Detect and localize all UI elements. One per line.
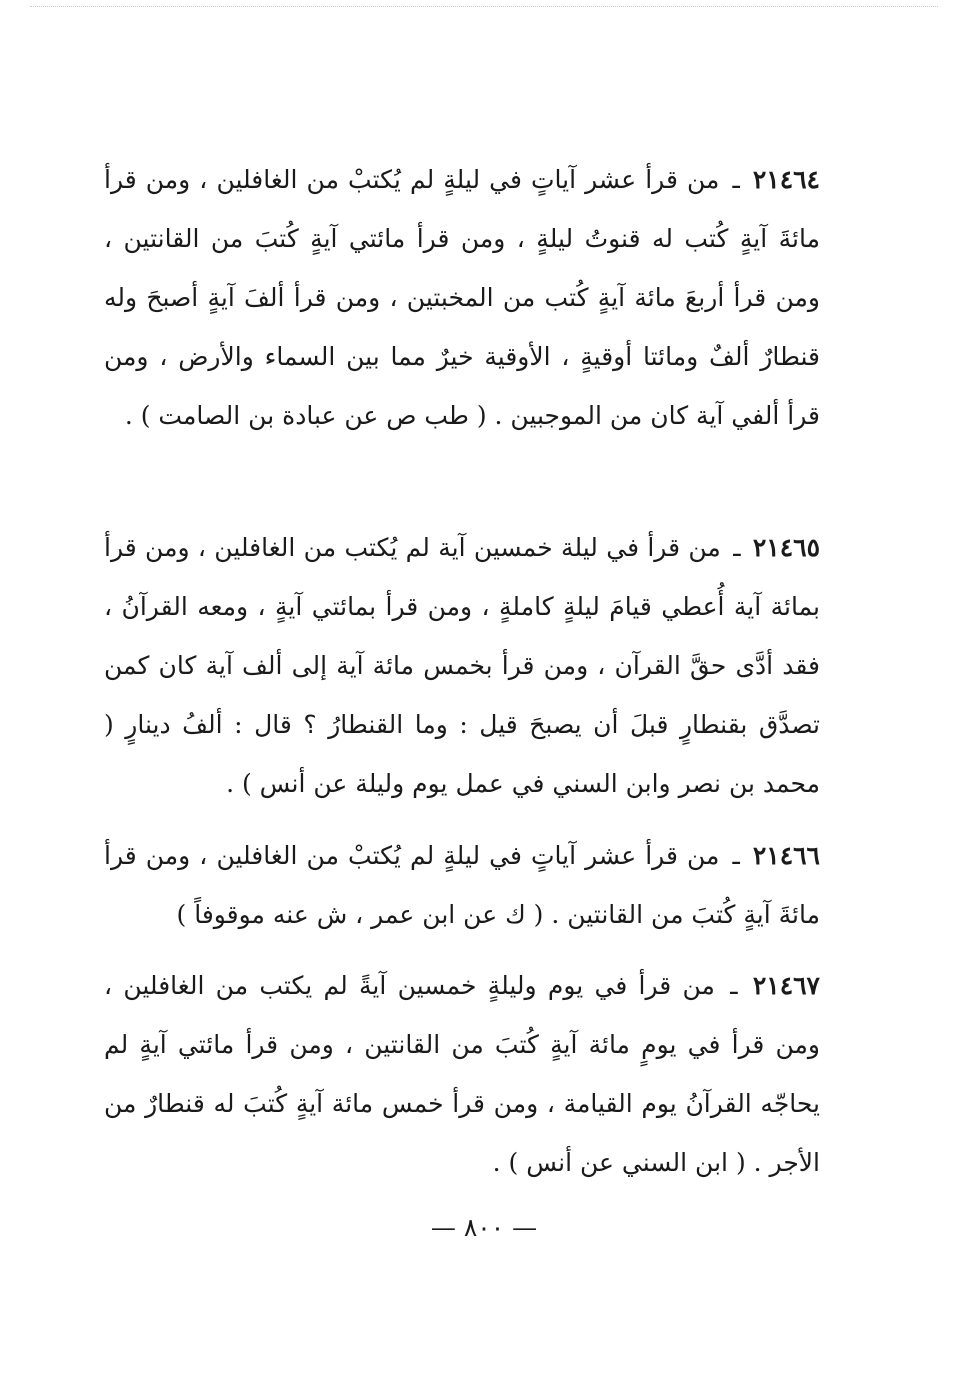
number-dash: ـ bbox=[732, 165, 740, 194]
hadith-paragraph bbox=[104, 518, 820, 813]
scan-edge-line bbox=[30, 6, 938, 7]
page-number: — ٨٠٠ — bbox=[430, 1213, 538, 1242]
hadith-number: ٢١٤٦٥ bbox=[752, 533, 821, 562]
number-dash: ـ bbox=[732, 841, 740, 870]
number-dash: ـ bbox=[730, 971, 738, 1000]
hadith-paragraph bbox=[104, 956, 820, 1192]
hadith-text: من قرأ في يوم وليلةٍ خمسين آيةً لم يكتب من الغافلين ، ومن قرأ في يومٍ مائة آيةٍ كُتبَ من القانتين ، ومن قرأ مائتي آيةٍ لم يحاجّه القرآنُ يوم القيامة ، ومن قرأ خمس مائة آيةٍ كُتبَ له قنطارٌ من الأجر . ( ابن السني عن أنس ) . bbox=[104, 971, 820, 1177]
number-dash: ـ bbox=[733, 533, 741, 562]
hadith-entry bbox=[104, 956, 820, 1192]
hadith-text: من قرأ عشر آياتٍ في ليلةٍ لم يُكتبْ من الغافلين ، ومن قرأ مائةَ آيةٍ كُتبَ من القانتين . ( ك عن ابن عمر ، ش عنه موقوفاً ) bbox=[104, 841, 820, 929]
hadith-number: ٢١٤٦٤ bbox=[752, 165, 820, 194]
hadith-paragraph bbox=[104, 826, 820, 944]
hadith-entry bbox=[104, 826, 820, 944]
hadith-number: ٢١٤٦٦ bbox=[752, 841, 820, 870]
hadith-text: من قرأ عشر آياتٍ في ليلةٍ لم يُكتبْ من الغافلين ، ومن قرأ مائةَ آيةٍ كُتب له قنوتُ ليلةٍ ، ومن قرأ مائتي آيةٍ كُتبَ من القانتين ، ومن قرأ أربعَ مائة آيةٍ كُتب من المخبتين ، ومن قرأ ألفَ آيةٍ أصبحَ وله قنطارٌ ألفٌ ومائتا أوقيةٍ ، الأوقية خيرٌ مما بين السماء والأرض ، ومن قرأ ألفي آية كان من الموجبين . ( طب ص عن عبادة بن الصامت ) . bbox=[104, 165, 820, 430]
hadith-entry bbox=[104, 150, 820, 445]
hadith-text: من قرأ في ليلة خمسين آية لم يُكتب من الغافلين ، ومن قرأ بمائة آية أُعطي قيامَ ليلةٍ كاملةٍ ، ومن قرأ بمائتي آيةٍ ، ومعه القرآنُ ، فقد أدَّى حقَّ القرآن ، ومن قرأ بخمس مائة آية إلى ألف آية كان كمن تصدَّق بقنطارٍ قبلَ أن يصبحَ قيل : وما القنطارُ ؟ قال : ألفُ دينارٍ ( محمد بن نصر وابن السني في عمل يوم وليلة عن أنس ) . bbox=[104, 533, 820, 798]
hadith-entry bbox=[104, 518, 820, 813]
hadith-number: ٢١٤٦٧ bbox=[752, 971, 820, 1000]
hadith-paragraph bbox=[104, 150, 820, 445]
